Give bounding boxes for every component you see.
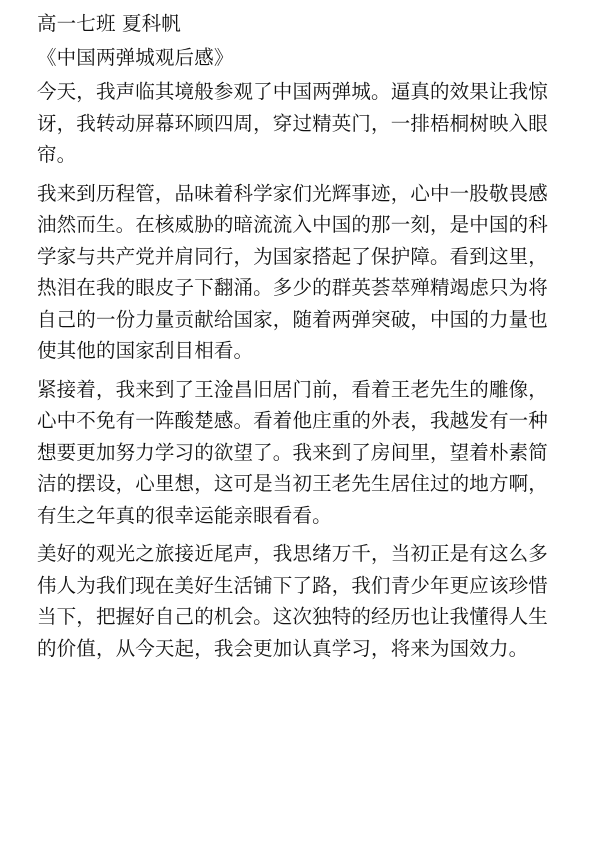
paragraph-line: 今天，我声临其境般参观了中国两弹城。逼真的效果让我惊 <box>37 80 548 103</box>
paragraph-line: 伟人为我们现在美好生活铺下了路，我们青少年更应该珍惜 <box>37 573 548 597</box>
paragraph-line: 热泪在我的眼皮子下翻涌。多少的群英荟萃殚精竭虑只为将 <box>37 276 548 299</box>
paragraph-line: 有生之年真的很幸运能亲眼看看。 <box>37 503 332 527</box>
author-name: 夏科帆 <box>121 12 181 35</box>
paragraph-line: 学家与共产党并肩同行，为国家搭起了保护障。看到这里， <box>37 244 548 268</box>
essay-title: 《中国两弹城观后感》 <box>37 46 234 69</box>
paragraph-1 <box>37 76 597 171</box>
paragraph-line: 洁的摆设，心里想，这可是当初王老先生居住过的地方啊， <box>37 472 548 495</box>
paragraph-line: 我来到历程管，品味着科学家们光辉事迹，心中一股敬畏感 <box>37 181 548 205</box>
author-header <box>37 7 597 40</box>
paragraph-line: 美好的观光之旅接近尾声，我思绪万千，当初正是有这么多 <box>37 542 548 565</box>
document-body <box>37 7 597 664</box>
paragraph-3 <box>37 374 597 532</box>
paragraph-line: 当下，把握好自己的机会。这次独特的经历也让我懂得人生 <box>37 605 548 628</box>
paragraph-line: 自己的一份力量贡献给国家，随着两弹突破，中国的力量也 <box>37 307 548 331</box>
paragraph-line: 帘。 <box>37 143 77 166</box>
class-name: 高一七班 <box>37 12 116 35</box>
paragraph-line: 的价值，从今天起，我会更加认真学习，将来为国效力。 <box>37 636 529 660</box>
paragraph-2 <box>37 178 597 367</box>
paragraph-line: 油然而生。在核威胁的暗流流入中国的那一刻，是中国的科 <box>37 213 548 236</box>
paragraph-4 <box>37 538 597 664</box>
paragraph-line: 紧接着，我来到了王淦昌旧居门前，看着王老先生的雕像， <box>37 377 548 401</box>
paragraph-line: 心中不免有一阵酸楚感。看着他庄重的外表，我越发有一种 <box>37 409 548 432</box>
paragraph-line: 使其他的国家刮目相看。 <box>37 339 254 362</box>
paragraph-line: 讶，我转动屏幕环顾四周，穿过精英门，一排梧桐树映入眼 <box>37 111 548 135</box>
paragraph-line: 想要更加努力学习的欲望了。我来到了房间里，望着朴素简 <box>37 440 548 464</box>
